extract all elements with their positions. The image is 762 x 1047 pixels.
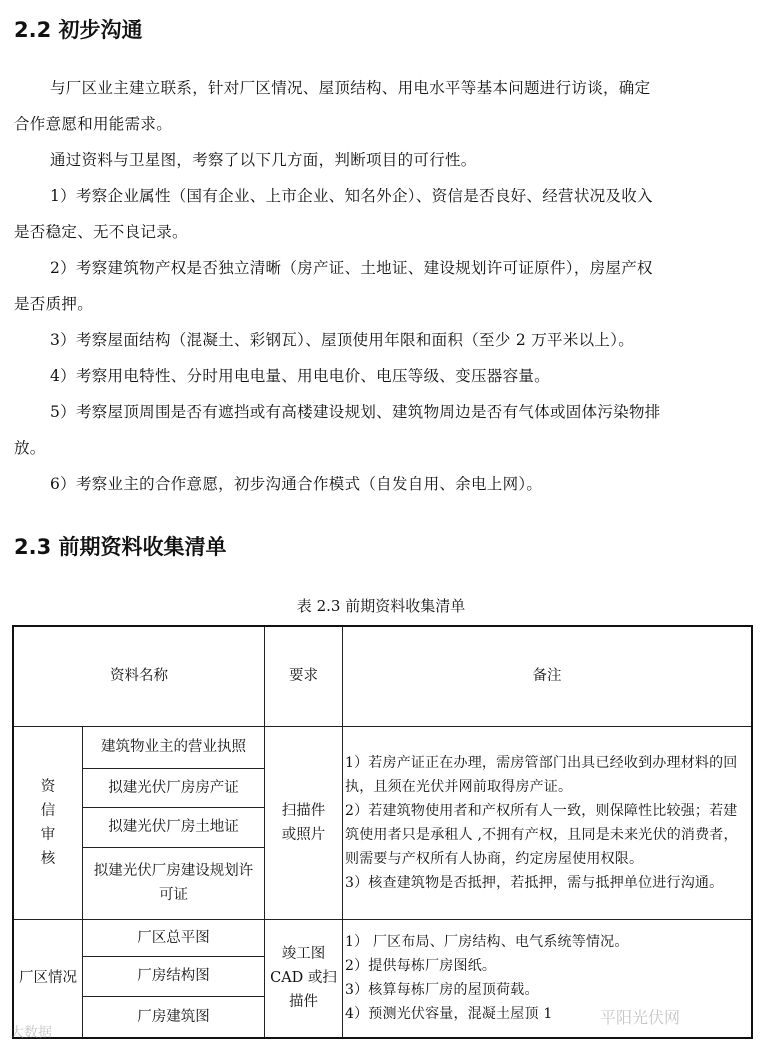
data-collection-table	[12, 625, 753, 1039]
section-heading-2-2: 2.2 初步沟通	[14, 18, 143, 42]
paragraph-line: 放。	[14, 439, 46, 457]
item-cell: 厂房建筑图	[83, 996, 265, 1038]
note-line: 1）若房产证正在办理，需房管部门出具已经收到办理材料的回执，且须在光伏并网前取得房产证。	[345, 754, 738, 795]
category-site: 厂区情况	[13, 919, 83, 1038]
note-line: 4）预测光伏容量，混凝土屋顶 1	[345, 1006, 553, 1023]
paragraph-line: 3）考察屋面结构（混凝土、彩钢瓦）、屋顶使用年限和面积（至少 2 万平米以上）。	[50, 331, 635, 349]
note-line: 1） 厂区布局、厂房结构、电气系统等情况。	[345, 934, 629, 951]
paragraph-line: 是否质押。	[14, 295, 94, 313]
paragraph-line: 合作意愿和用能需求。	[14, 115, 173, 133]
table-header-row	[13, 626, 752, 726]
item-cell: 厂区总平图	[83, 919, 265, 956]
item-cell: 拟建光伏厂房房产证	[83, 768, 265, 807]
table-row	[13, 919, 752, 956]
note-line: 2）提供每栋厂房图纸。	[345, 958, 497, 975]
paragraph-line: 5）考察屋顶周围是否有遮挡或有高楼建设规划、建筑物周边是否有气体或固体污染物排	[50, 403, 661, 421]
section-heading-2-3: 2.3 前期资料收集清单	[14, 535, 227, 559]
item-cell: 建筑物业主的营业执照	[83, 726, 265, 768]
note-line: 3）核查建筑物是否抵押，若抵押，需与抵押单位进行沟通。	[345, 874, 724, 891]
requirement-cell: 竣工图CAD 或扫描件	[265, 919, 343, 1038]
category-credit: 资信审核	[13, 726, 83, 919]
paragraph-line: 是否稳定、无不良记录。	[14, 223, 188, 241]
paragraph-line: 4）考察用电特性、分时用电电量、用电电价、电压等级、变压器容量。	[50, 367, 550, 385]
table-row	[13, 726, 752, 768]
paragraph-line: 与厂区业主建立联系，针对厂区情况、屋顶结构、用电水平等基本问题进行访谈，确定	[50, 79, 651, 97]
paragraph-line: 6）考察业主的合作意愿，初步沟通合作模式（自发自用、余电上网）。	[50, 475, 543, 493]
item-cell: 厂房结构图	[83, 956, 265, 996]
note-line: 3）核算每栋厂房的屋顶荷载。	[345, 982, 539, 999]
header-name: 资料名称	[13, 626, 265, 726]
table-caption: 表 2.3 前期资料收集清单	[296, 597, 466, 615]
item-cell: 拟建光伏厂房土地证	[83, 807, 265, 847]
header-requirement: 要求	[265, 626, 343, 726]
paragraph-line: 2）考察建筑物产权是否独立清晰（房产证、土地证、建设规划许可证原件），房屋产权	[50, 259, 653, 277]
item-cell: 拟建光伏厂房建设规划许可证	[83, 847, 265, 919]
requirement-cell: 扫描件或照片	[265, 726, 343, 919]
paragraph-line: 通过资料与卫星图，考察了以下几方面，判断项目的可行性。	[50, 151, 477, 169]
watermark-logo: 大数据	[10, 1025, 52, 1041]
watermark-logo: 平阳光伏网	[600, 1008, 681, 1027]
notes-cell	[343, 726, 753, 919]
notes-cell	[343, 919, 753, 1038]
section-body	[14, 70, 754, 502]
paragraph-line: 1）考察企业属性（国有企业、上市企业、知名外企）、资信是否良好、经营状况及收入	[50, 187, 653, 205]
header-notes: 备注	[343, 626, 753, 726]
note-line: 2）若建筑物使用者和产权所有人一致，则保障性比较强；若建筑使用者只是承租人 ,不拥有产权，且同是未来光伏的消费者，则需要与产权所有人协商，约定房屋使用权限。	[345, 802, 738, 867]
